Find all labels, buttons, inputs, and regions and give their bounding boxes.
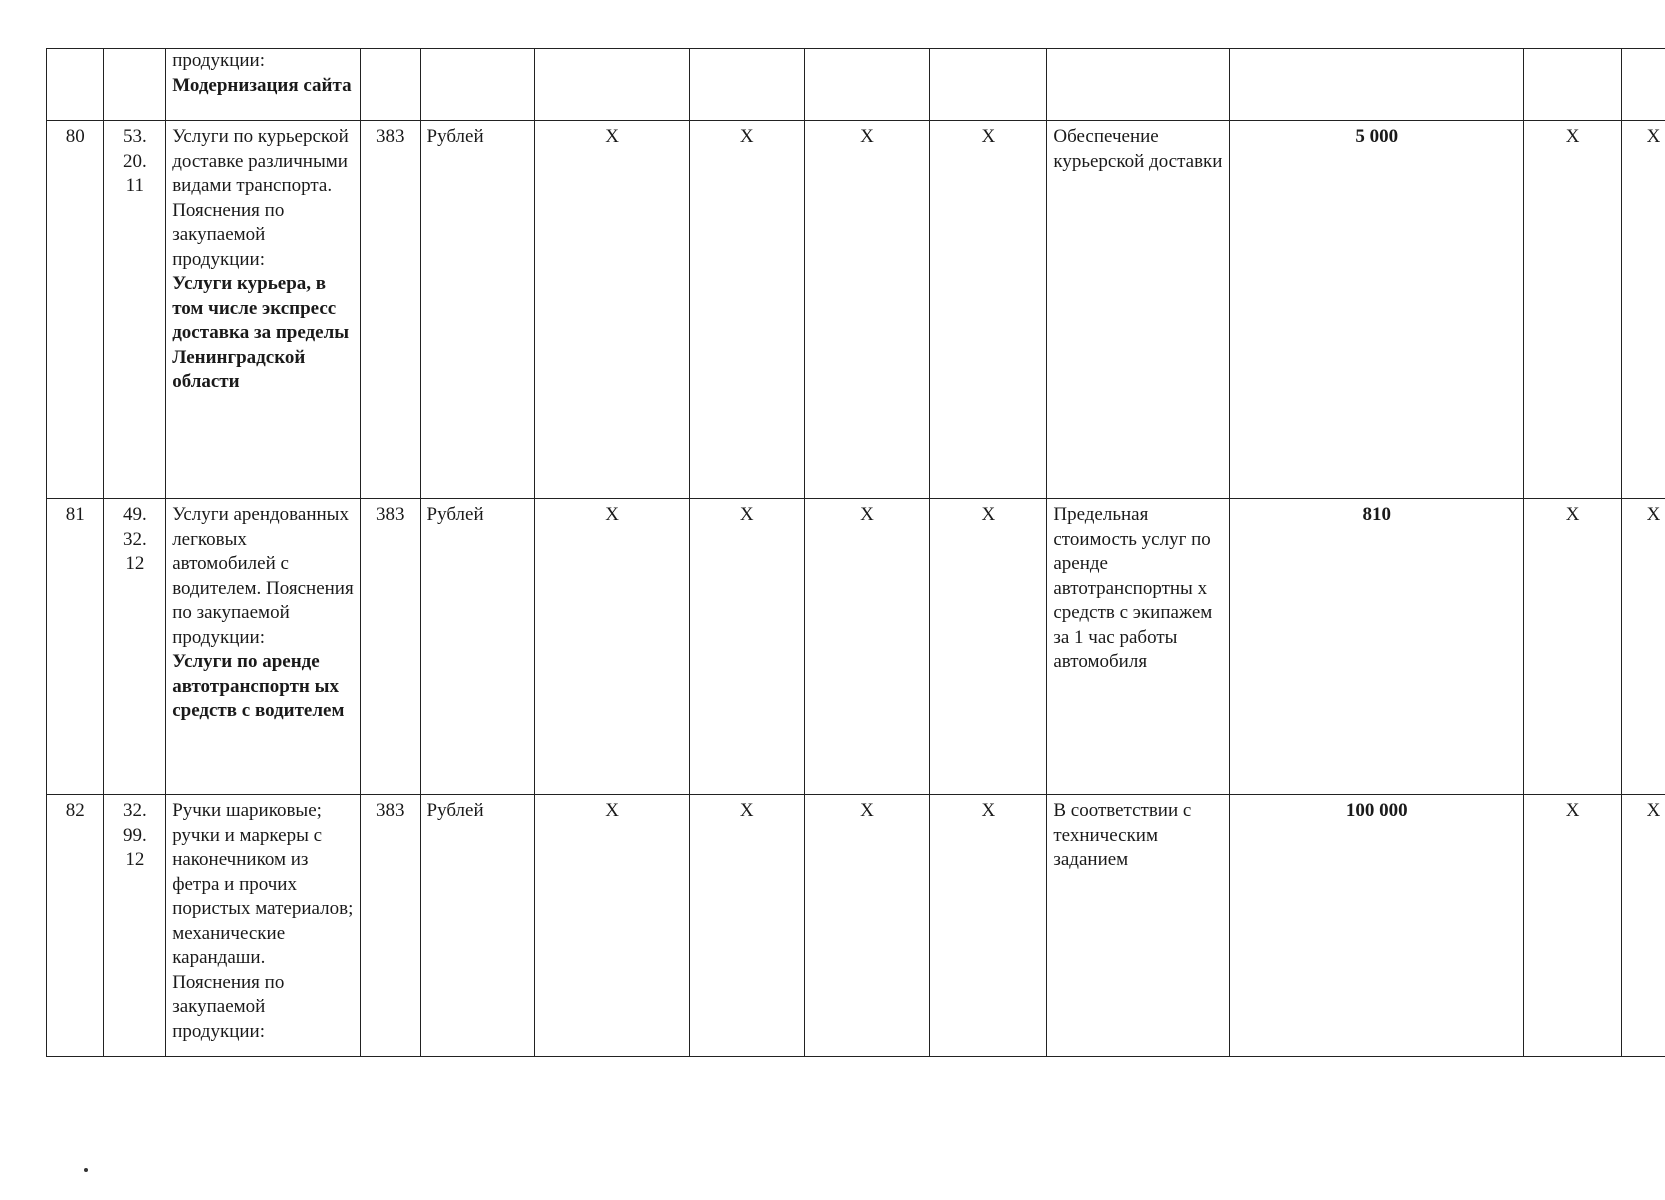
cell-unit: Рублей	[420, 121, 535, 499]
cell-x: X	[930, 121, 1047, 499]
cell-num: 80	[47, 121, 104, 499]
description-text: Ручки шариковые; ручки и маркеры с наконечником из фетра и прочих пористых материалов; механические карандаши. Пояснения по закупаемой продукции:	[172, 800, 354, 1042]
cell-num	[47, 49, 104, 121]
cell-code	[104, 499, 166, 795]
cell-unit: Рублей	[420, 795, 535, 1057]
cell-okei: 383	[360, 499, 420, 795]
description-bold-text: Модернизация сайта	[172, 74, 352, 96]
code-text: 32. 99. 12	[122, 800, 147, 870]
cell-requirement: В соответствии с техническим заданием	[1047, 795, 1230, 1057]
cell-description	[166, 499, 361, 795]
cell-x: X	[1524, 795, 1622, 1057]
description-text: продукции:	[172, 50, 265, 71]
cell-x: X	[1524, 499, 1622, 795]
cell-code	[104, 795, 166, 1057]
cell-x: X	[689, 795, 804, 1057]
cell-description	[166, 121, 361, 499]
cell-x: X	[804, 795, 930, 1057]
description-text: Услуги арендованных легковых автомобилей с водителем. Пояснения по закупаемой продукции:	[172, 504, 354, 648]
scan-speck	[84, 1168, 88, 1172]
cell-num: 82	[47, 795, 104, 1057]
table-row	[47, 49, 1665, 121]
code-text: 49. 32. 12	[122, 504, 147, 574]
table-row	[47, 121, 1665, 499]
cell-unit: Рублей	[420, 499, 535, 795]
cell-x: X	[535, 121, 689, 499]
cell-description	[166, 49, 361, 121]
cell-x: X	[689, 499, 804, 795]
cell-x: X	[1622, 795, 1665, 1057]
cell-requirement: Обеспечение курьерской доставки	[1047, 121, 1230, 499]
cell-x: X	[535, 795, 689, 1057]
cell-code	[104, 49, 166, 121]
code-text: 53. 20. 11	[122, 126, 147, 196]
cell-x: X	[930, 795, 1047, 1057]
cell-requirement: Предельная стоимость услуг по аренде автотранспортны х средств с экипажем за 1 час работы автомобиля	[1047, 499, 1230, 795]
cell-price: 810	[1230, 499, 1524, 795]
cell-x: X	[1622, 499, 1665, 795]
cell-x: X	[535, 499, 689, 795]
cell-description	[166, 795, 361, 1057]
cell-price: 5 000	[1230, 121, 1524, 499]
cell-okei: 383	[360, 795, 420, 1057]
cell-price: 100 000	[1230, 795, 1524, 1057]
cell-x: X	[930, 499, 1047, 795]
procurement-table	[46, 48, 1665, 1057]
table-row	[47, 499, 1665, 795]
description-text: Услуги по курьерской доставке различными видами транспорта. Пояснения по закупаемой продукции:	[172, 126, 349, 270]
cell-x: X	[1622, 121, 1665, 499]
cell-x: X	[1524, 121, 1622, 499]
cell-num: 81	[47, 499, 104, 795]
cell-x: X	[804, 499, 930, 795]
description-bold-text: Услуги по аренде автотранспортн ых средств с водителем	[172, 651, 345, 721]
description-bold-text: Услуги курьера, в том числе экспресс доставка за пределы Ленинградской области	[172, 273, 350, 392]
table-row	[47, 795, 1665, 1057]
cell-code	[104, 121, 166, 499]
cell-okei: 383	[360, 121, 420, 499]
cell-x: X	[689, 121, 804, 499]
cell-x: X	[804, 121, 930, 499]
